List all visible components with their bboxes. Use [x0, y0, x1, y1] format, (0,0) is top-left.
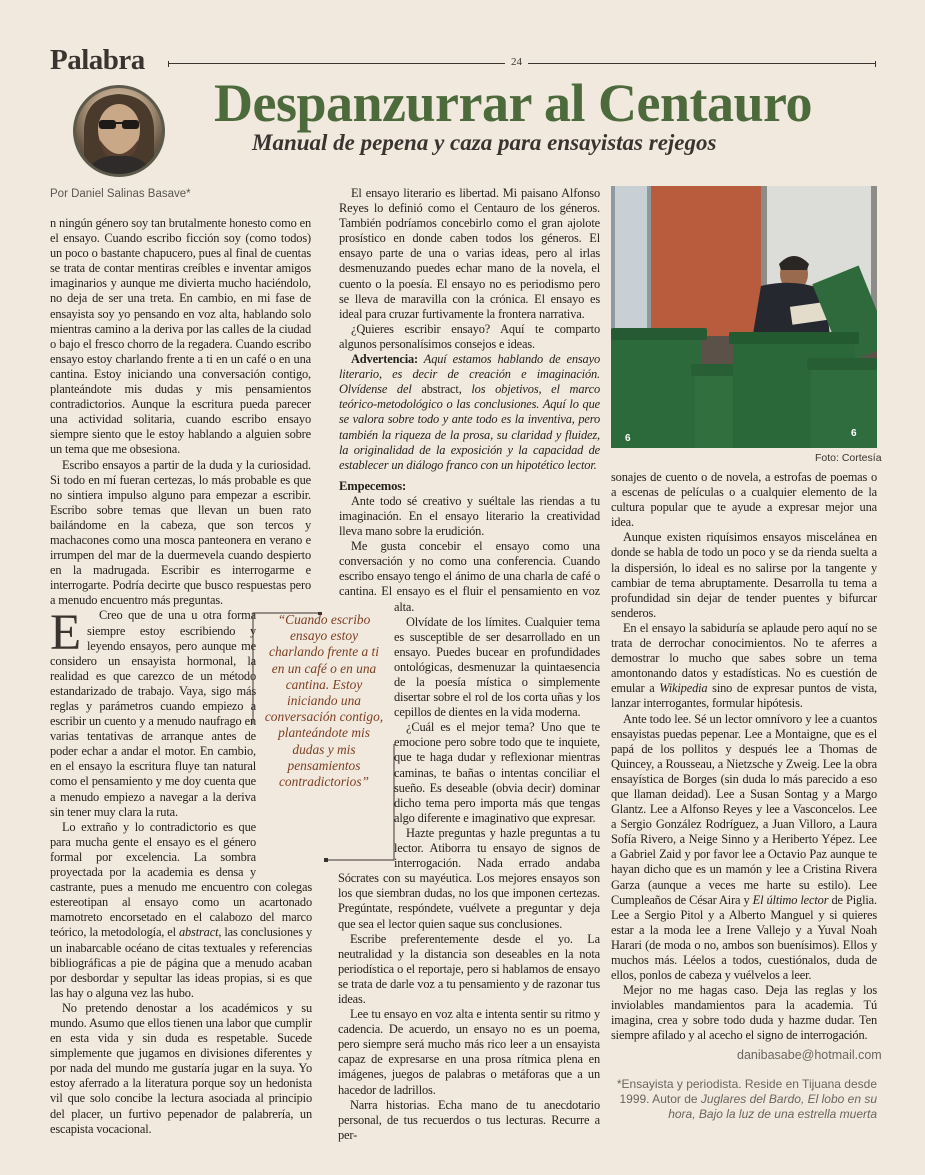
- paragraph: No pretendo denostar a los académicos y su mundo. Asumo que ellos tienen una labor que cumplir en esta vida y sin duda es respetable. Sucede simplemente que jugamos en divisiones diferentes y por nada del mundo me gustaría jugar en la suya. Yo estoy aferrado a la literatura porque soy un hedonista vil que solo concibe la lectura asociada al principio del placer, un furtivo pepenador de palabrería, un escapista vocacional.: [50, 1000, 312, 1136]
- page-number: 24: [505, 56, 528, 68]
- author-bio: *Ensayista y periodista. Reside en Tijuana desde 1999. Autor de Juglares del Bardo, El lobo en su hora, Bajo la luz de una estrella muerta: [616, 1077, 877, 1121]
- author-avatar: [73, 85, 165, 177]
- paragraph: Lo extraño y lo contradictorio es que para mucha gente el ensayo es el género formal por excelencia. La sombra proyectada por la academia es densa y castrante, pues a menudo me encuentro con colegas estereotipan al ensayo como un acartonado mamotreto encorsetado en el calabozo del marco teórico, la metodología, el abstract, las conclusiones y un inabarcable océano de citas textuales y referencias bibliográficas a pie de página que a menudo acaban por desbordar y sepultar las ideas propias, si es que las hay o alguna vez las hubo.: [50, 819, 312, 1000]
- spacer: [311, 216, 312, 611]
- paragraph: Hazte preguntas y hazle preguntas a tu lector. Atiborra tu ensayo de signos de interrogación. Nada errado andaba Sócrates con su mayéutica. Los mejores ensayos son los que siembran dudas, no los que imponen certezas. Pregúntate, respóndete, vuélvete a preguntar y deja que sea el lector quien saque sus conclusiones.: [338, 825, 600, 931]
- subhead: Empecemos:: [339, 478, 407, 493]
- paragraph: Creo que de una u otra forma siempre estoy escribiendo y leyendo ensayos, pero aunque me considero un ensayista hormonal, la realidad es que carezco de un método estandarizado de trabajo. Vaya, sigo más reglas y parámetros cuando empiezo a escribir un cuento y a menudo naufrago en varias tentativas de arranque antes de poder echar a andar el motor. En cambio, en el ensayo la escritura fluye tan natural como el pensamiento y me doy cuenta que a menudo empiezo a navegar a la deriva sin tener muy clara la ruta.: [50, 608, 256, 819]
- paragraph: Ante todo lee. Sé un lector omnívoro y lee a cuantos ensayistas puedas pepenar. Lee a Montaigne, que es el papá de los pollitos y después lee a Thomas de Quincey, a Rousseau, a Nietzsche y Zweig. Lee la obra ensayística de Borges (sin duda lo más parecido a eso que llaman deidad). Lee a Susan Sontag y a Margo Glantz. Lee a Alfonso Reyes y lee a Vasconcelos. Lee a Sergio González Rodríguez, a Juan Villoro, a Laura Sofía Rivero, a Neige Sinno y a Heriberto Yépez. Lee a Gabriel Zaid y por favor lee a Octavio Paz aunque te hayan dicho que es un mamón y lee a Cristina Rivera Garza (aunque a veces me harte su estilo). Lee Cumpleaños de César Aira y El último lector de Piglia. Lee a Sergio Pitol y a Alberto Manguel y si quieres estar a la moda lee a Irene Vallejo y a Yuval Noah Harari (de moda o no, ambos son buenísimos). Ellos y muchos más. Léelos a todos, cuestiónalos, duda de ellos, ponlos de cabeza y vuélvelos a leer.: [611, 711, 877, 983]
- dropcap: E: [50, 605, 82, 661]
- paragraph: ¿Quieres escribir ensayo? Aquí te comparto algunos personalísimos consejos e ideas.: [339, 321, 600, 351]
- section-label: Palabra: [50, 44, 145, 76]
- paragraph: sonajes de cuento o de novela, a estrofas de poemas o a escenas de películas o a cualquier elemento de la cultura popular que te ayude a expresar mejor una idea.: [611, 470, 877, 530]
- paragraph: Mejor no me hagas caso. Deja las reglas y los inviolables mandamientos para la academia. Tú imagina, crea y sobre todo duda y hazme dudar. Ten siempre afilado y al acecho el signo de interrogación.: [611, 983, 877, 1043]
- author-portrait-icon: [76, 88, 162, 174]
- warning-paragraph: Advertencia: Aquí estamos hablando de ensayo literario, es decir de creación e imaginación. Olvídense del abstract, los objetivos, el marco teórico-metodológico o las conclusiones. Aquí lo que se valora sobre todo y ante todo es la inventiva, pero también la riqueza de la prosa, su claridad y fluidez, la originalidad de la exposición y la capacidad de establecer un diálogo franco con un hipotético lector.: [339, 352, 600, 472]
- paragraph: Escribe preferentemente desde el yo. La neutralidad y la distancia son deseables en la nota periodística o el reportaje, pero si hablamos de ensayo se trata de darle voz a tu pensamiento y de razonar tus ideas.: [338, 931, 600, 1006]
- paragraph: En el ensayo la sabiduría se aplaude pero aquí no se trata de derrochar conocimientos. No te aferres a demostrar lo mucho que sabes sobre un tema amontonando datos y estadísticas. No es cuestión de emular a Wikipedia sino de expresar puntos de vista, lanzar interrogantes, formular hipótesis.: [611, 620, 877, 711]
- paragraph: Me gusta concebir el ensayo como una conversación y no como una conferencia. Cuando escribo ensayo tengo el ánimo de una charla de café o cantina. El ensayo es el fluir el pensamiento en voz alta.: [339, 539, 600, 614]
- article-title: Despanzurrar al Centauro: [214, 73, 812, 133]
- paragraph: E n ningún género soy tan brutalmente honesto como en el ensayo. Cuando escribo ficción soy (como todos) un poco o bastante chapucero, pues al final de cuentas se trata de contar mentiras creíbles e inventar amigos imaginarios y aunque me divierta mucho haciéndolo, no deja de ser una treta. En cambio, en mi fase de ensayista soy yo pensando en voz alta, hablando solo mientras camino a la deriva por las calles de la ciudad o bajo el fresco chorro de la regadera. Cuando escribo ensayo estoy charlando frente a ti en un café o en una cantina. Estoy iniciando una conversación contigo, planteándote mis dudas y mis pensamientos contradictorios. Aunque la escritura pueda parecer una actividad solitaria, cuando escribo ensayo siempre siento que le estoy hablando a alguien sobre un tema que me obsesiona.: [50, 216, 311, 661]
- photo-credit: Foto: Cortesía: [815, 452, 882, 464]
- paragraph: Ante todo sé creativo y suéltale las riendas a tu imaginación. En el ensayo literario la creatividad lleva mano sobre la erudición.: [339, 493, 600, 539]
- paragraph: ¿Cuál es el mejor tema? Uno que te emocione pero sobre todo que te inquiete, que te haga dudar y reflexionar mientras caminas, te bañas o intentas conciliar el sueño. Es deseable (obvia decir) dominar dicho tema pero importa más que tengas algo diferente e imaginativo que expresar.: [394, 720, 600, 825]
- bin-label: 6: [851, 428, 857, 439]
- paragraph: Lee tu ensayo en voz alta e intenta sentir su ritmo y cadencia. De acuerdo, un ensayo no es un poema, pero siempre será mucho más rico leer a un ensayista capaz de expresarse en una prosa rítmica plena en imágenes, juegos de palabras o metáforas que a un hacedor de ladrillos.: [338, 1007, 600, 1097]
- article-subtitle: Manual de pepena y caza para ensayistas rejegos: [252, 130, 717, 155]
- pull-quote: “Cuando escribo ensayo estoy charlando frente a ti en un café o en una cantina. Estoy iniciando una conversación contigo, planteándote mis dudas y mis pensamientos contradictorios”: [264, 612, 384, 790]
- paragraph: Aunque existen riquísimos ensayos miscelánea en donde se habla de todo un poco y se da rienda suelta a la dispersión, lo ideal es no salirse por la tangente y cambiar de tema abruptamente. Desarrolla tu tema a profundidad sin dejar de tender puentes y bifurcar senderos.: [611, 530, 877, 620]
- paragraph: Escribo ensayos a partir de la duda y la curiosidad. Si todo en mí fueran certezas, lo más probable es que no sintiera impulso alguno para empezar a escribir. Escribo sobre temas que llevan un buen rato bailándome en la cabeza, que son tercos y machacones como una mosca panteonera en verano e irrumpen del mar de la duermevela cuando despierto en la madrugada. Escribir es interrogarme e interrogarte. Podría decirte que busco respuestas pero a menudo encuentro más preguntas.: [50, 457, 311, 608]
- author-email[interactable]: danibasabe@hotmail.com: [737, 1048, 882, 1062]
- column-3: [611, 470, 877, 1044]
- bin-label: 6: [625, 433, 631, 444]
- article-photo: [611, 186, 877, 448]
- byline: Por Daniel Salinas Basave*: [50, 188, 191, 200]
- man-reading-in-bin-illustration: [611, 186, 877, 448]
- paragraph: Olvídate de los límites. Cualquier tema es susceptible de ser desarrollado en un ensayo. Puedes bucear en profundidades ontológicas, desmenuzar la quintaesencia de la poesía mística o simplemente disertar sobre el rol de los corta uñas y los cepillos de dientes en la vida moderna.: [394, 614, 600, 720]
- paragraph: El ensayo literario es libertad. Mi paisano Alfonso Reyes lo definió como el Centauro de los géneros. También podríamos concebirlo como el gran ajolote prosístico en donde caben todos los géneros. El ensayo parte de una o varias ideas, pero al irlas desmenuzando puedes echar mano de la novela, el cuento o la poesía. El ensayo no es periodismo pero se lleva de maravilla con la crónica. El ensayo es ideal para cruzar furtivamente la frontera narrativa.: [339, 186, 600, 321]
- paragraph: Narra historias. Echa mano de tu anecdotario personal, de tus recuerdos o tus lecturas. Recurre a per-: [338, 1097, 600, 1142]
